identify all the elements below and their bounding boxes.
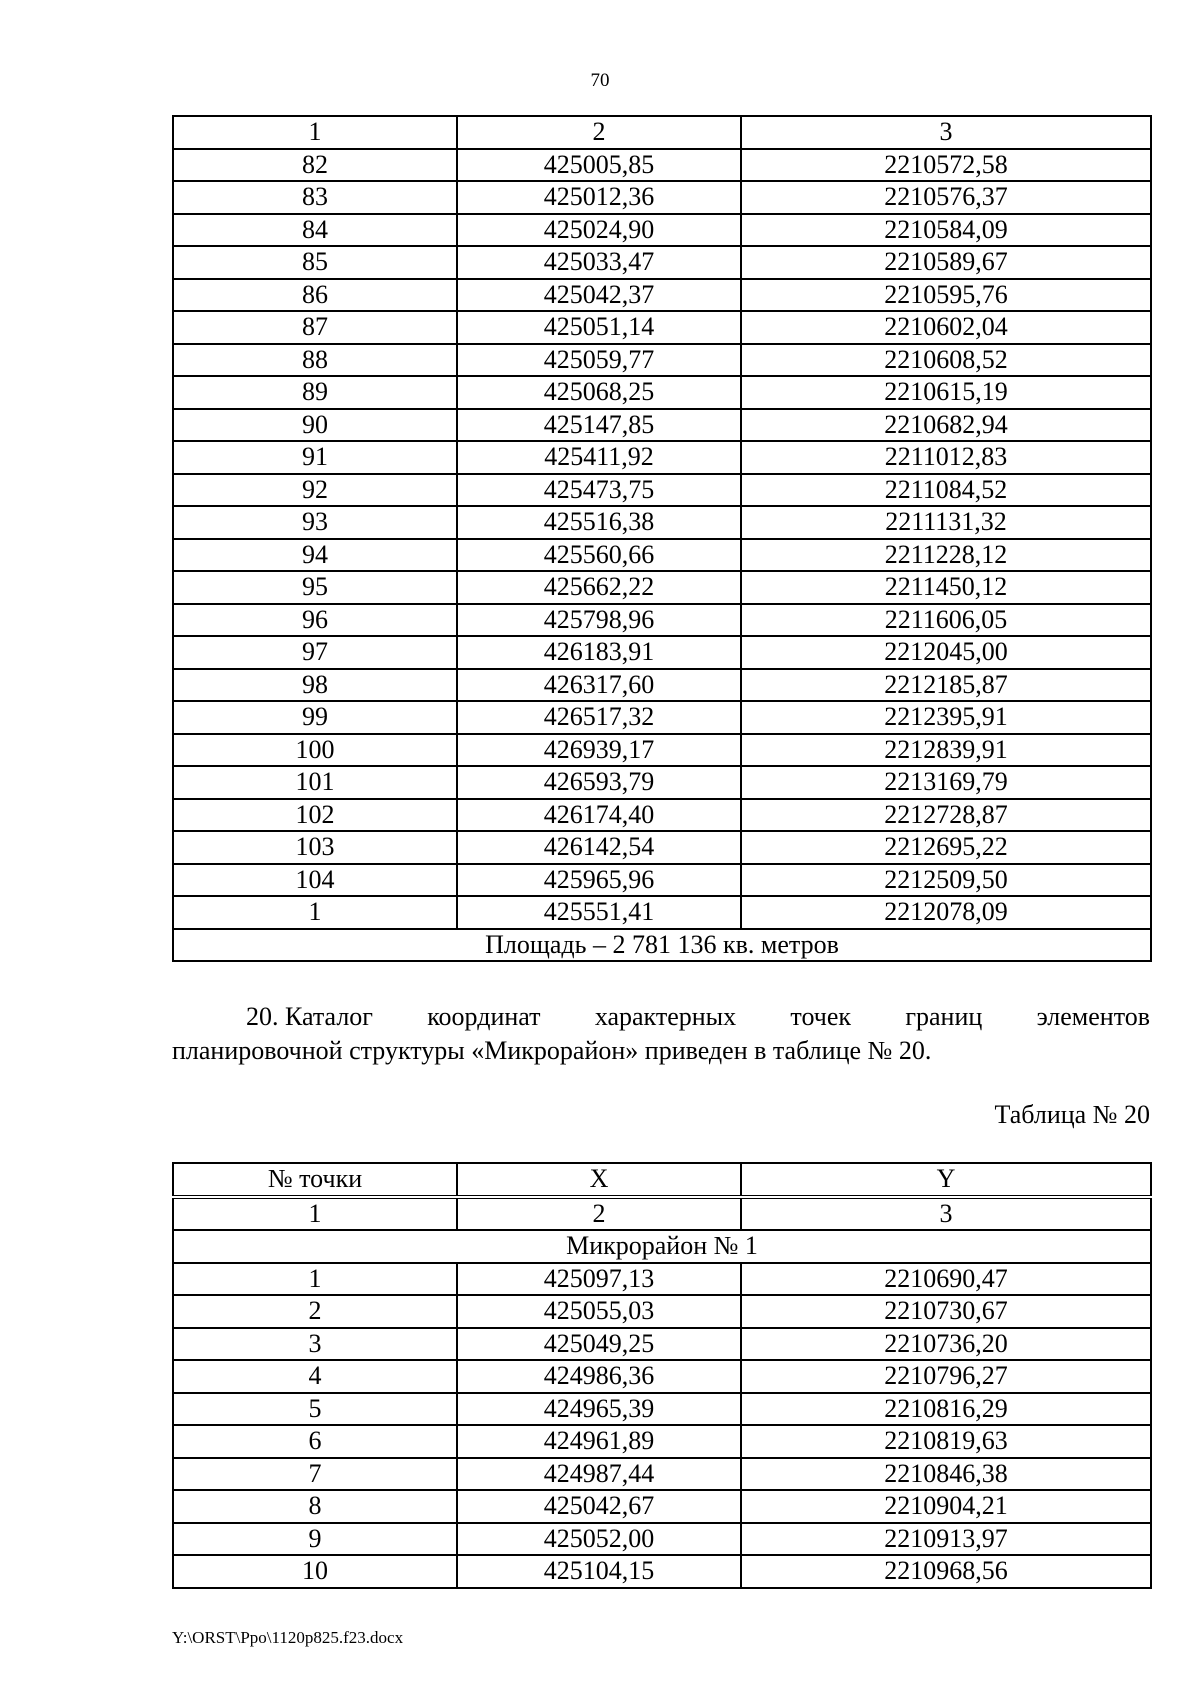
footer-file-path: Y:\ORST\Ppo\1120p825.f23.docx: [172, 1628, 404, 1647]
y-coordinate-cell: 2211084,52: [741, 474, 1151, 507]
point-number-cell: 97: [173, 636, 457, 669]
point-number-cell: 1: [173, 896, 457, 929]
x-coordinate-cell: 425042,67: [457, 1490, 741, 1523]
x-coordinate-cell: 426593,79: [457, 766, 741, 799]
point-number-cell: 4: [173, 1360, 457, 1393]
column-number-cell: 1: [173, 1197, 457, 1231]
table-row: [173, 376, 1151, 409]
table-row: [173, 311, 1151, 344]
point-number-cell: 102: [173, 799, 457, 832]
point-number-cell: 103: [173, 831, 457, 864]
column-number-cell: 3: [741, 1197, 1151, 1231]
point-number-cell: 96: [173, 604, 457, 637]
table-row: [173, 1328, 1151, 1361]
table-row: [173, 1555, 1151, 1588]
table-caption: Таблица № 20: [994, 1100, 1150, 1129]
x-coordinate-cell: 425024,90: [457, 214, 741, 247]
point-number-cell: 98: [173, 669, 457, 702]
table-row: [173, 1523, 1151, 1556]
paragraph-first-line: [172, 1000, 1150, 1034]
table-row: [173, 896, 1151, 929]
x-coordinate-cell: 425147,85: [457, 409, 741, 442]
y-coordinate-cell: 2213169,79: [741, 766, 1151, 799]
y-coordinate-cell: 2212728,87: [741, 799, 1151, 832]
table-row: [173, 441, 1151, 474]
x-coordinate-cell: 425104,15: [457, 1555, 741, 1588]
x-coordinate-cell: 425049,25: [457, 1328, 741, 1361]
y-coordinate-cell: 2210608,52: [741, 344, 1151, 377]
x-coordinate-cell: 425055,03: [457, 1295, 741, 1328]
catalog-paragraph: [172, 1000, 1150, 1068]
point-number-cell: 95: [173, 571, 457, 604]
y-coordinate-cell: 2210602,04: [741, 311, 1151, 344]
point-number-cell: 82: [173, 149, 457, 182]
x-coordinate-cell: 425551,41: [457, 896, 741, 929]
point-number-cell: 2: [173, 1295, 457, 1328]
table-row: [173, 1360, 1151, 1393]
table-row: [173, 506, 1151, 539]
point-number-cell: 91: [173, 441, 457, 474]
y-coordinate-cell: 2210615,19: [741, 376, 1151, 409]
y-coordinate-cell: 2212078,09: [741, 896, 1151, 929]
header-y: Y: [741, 1163, 1151, 1197]
y-coordinate-cell: 2210846,38: [741, 1458, 1151, 1491]
point-number-cell: 3: [173, 1328, 457, 1361]
table-row: [173, 1458, 1151, 1491]
table-row: [173, 669, 1151, 702]
point-number-cell: 83: [173, 181, 457, 214]
point-number-cell: 92: [173, 474, 457, 507]
y-coordinate-cell: 2210595,76: [741, 279, 1151, 312]
header-point-number: № точки: [173, 1163, 457, 1197]
table-row: [173, 1263, 1151, 1296]
point-number-cell: 86: [173, 279, 457, 312]
page-number: 70: [590, 70, 610, 91]
y-coordinate-cell: 2211606,05: [741, 604, 1151, 637]
table-row: [173, 604, 1151, 637]
point-number-cell: 88: [173, 344, 457, 377]
y-coordinate-cell: 2210572,58: [741, 149, 1151, 182]
point-number-cell: 94: [173, 539, 457, 572]
x-coordinate-cell: 424961,89: [457, 1425, 741, 1458]
x-coordinate-cell: 425798,96: [457, 604, 741, 637]
table-row: [173, 539, 1151, 572]
y-coordinate-cell: 2212185,87: [741, 669, 1151, 702]
table-row: [173, 799, 1151, 832]
y-coordinate-cell: 2212695,22: [741, 831, 1151, 864]
x-coordinate-cell: 426183,91: [457, 636, 741, 669]
y-coordinate-cell: 2210589,67: [741, 246, 1151, 279]
table-row: [173, 701, 1151, 734]
y-coordinate-cell: 2212395,91: [741, 701, 1151, 734]
y-coordinate-cell: 2210690,47: [741, 1263, 1151, 1296]
paragraph-word: точек: [790, 1002, 852, 1031]
table-row: [173, 636, 1151, 669]
point-number-cell: 90: [173, 409, 457, 442]
x-coordinate-cell: 425516,38: [457, 506, 741, 539]
y-coordinate-cell: 2212839,91: [741, 734, 1151, 767]
column-number-cell: 3: [741, 116, 1151, 149]
table-row: [173, 214, 1151, 247]
y-coordinate-cell: 2211450,12: [741, 571, 1151, 604]
table-row: [173, 409, 1151, 442]
y-coordinate-cell: 2210576,37: [741, 181, 1151, 214]
paragraph-word: 20. Каталог: [246, 1002, 373, 1031]
table-row: [173, 149, 1151, 182]
point-number-cell: 7: [173, 1458, 457, 1491]
x-coordinate-cell: 425051,14: [457, 311, 741, 344]
x-coordinate-cell: 426174,40: [457, 799, 741, 832]
x-coordinate-cell: 425042,37: [457, 279, 741, 312]
x-coordinate-cell: 425560,66: [457, 539, 741, 572]
table-row: [173, 571, 1151, 604]
section-title: Микрорайон № 1: [173, 1230, 1151, 1263]
point-number-cell: 101: [173, 766, 457, 799]
point-number-cell: 85: [173, 246, 457, 279]
y-coordinate-cell: 2210904,21: [741, 1490, 1151, 1523]
y-coordinate-cell: 2210913,97: [741, 1523, 1151, 1556]
y-coordinate-cell: 2210730,67: [741, 1295, 1151, 1328]
x-coordinate-cell: 426317,60: [457, 669, 741, 702]
microdistrict-table-body: [173, 1197, 1151, 1588]
paragraph-word: границ: [905, 1002, 983, 1031]
table-row: [173, 734, 1151, 767]
x-coordinate-cell: 425965,96: [457, 864, 741, 897]
table-row: [173, 279, 1151, 312]
x-coordinate-cell: 424965,39: [457, 1393, 741, 1426]
y-coordinate-cell: 2211131,32: [741, 506, 1151, 539]
section-title-row: [173, 1230, 1151, 1263]
column-number-cell: 2: [457, 1197, 741, 1231]
microdistrict-coordinates-table: [172, 1162, 1152, 1589]
point-number-cell: 9: [173, 1523, 457, 1556]
column-number-row: [173, 1197, 1151, 1231]
y-coordinate-cell: 2210796,27: [741, 1360, 1151, 1393]
point-number-cell: 99: [173, 701, 457, 734]
y-coordinate-cell: 2212509,50: [741, 864, 1151, 897]
x-coordinate-cell: 425005,85: [457, 149, 741, 182]
point-number-cell: 104: [173, 864, 457, 897]
table-row: [173, 766, 1151, 799]
coordinates-table-continued: [172, 115, 1152, 962]
x-coordinate-cell: 426517,32: [457, 701, 741, 734]
table-row: [173, 1490, 1151, 1523]
area-row: [173, 929, 1151, 962]
y-coordinate-cell: 2210968,56: [741, 1555, 1151, 1588]
x-coordinate-cell: 425411,92: [457, 441, 741, 474]
table-row: [173, 1425, 1151, 1458]
paragraph-word: элементов: [1036, 1002, 1150, 1031]
y-coordinate-cell: 2210682,94: [741, 409, 1151, 442]
table-header-row: [173, 1163, 1151, 1197]
table-row: [173, 1393, 1151, 1426]
point-number-cell: 87: [173, 311, 457, 344]
table-row: [173, 246, 1151, 279]
column-number-row: [173, 116, 1151, 149]
table-row: [173, 344, 1151, 377]
y-coordinate-cell: 2211228,12: [741, 539, 1151, 572]
y-coordinate-cell: 2210816,29: [741, 1393, 1151, 1426]
point-number-cell: 89: [173, 376, 457, 409]
x-coordinate-cell: 425068,25: [457, 376, 741, 409]
point-number-cell: 100: [173, 734, 457, 767]
column-number-cell: 2: [457, 116, 741, 149]
y-coordinate-cell: 2211012,83: [741, 441, 1151, 474]
x-coordinate-cell: 425012,36: [457, 181, 741, 214]
y-coordinate-cell: 2212045,00: [741, 636, 1151, 669]
x-coordinate-cell: 425097,13: [457, 1263, 741, 1296]
point-number-cell: 84: [173, 214, 457, 247]
point-number-cell: 10: [173, 1555, 457, 1588]
point-number-cell: 93: [173, 506, 457, 539]
x-coordinate-cell: 425662,22: [457, 571, 741, 604]
y-coordinate-cell: 2210819,63: [741, 1425, 1151, 1458]
x-coordinate-cell: 424987,44: [457, 1458, 741, 1491]
table-row: [173, 831, 1151, 864]
point-number-cell: 6: [173, 1425, 457, 1458]
x-coordinate-cell: 424986,36: [457, 1360, 741, 1393]
paragraph-word: координат: [427, 1002, 541, 1031]
x-coordinate-cell: 425059,77: [457, 344, 741, 377]
x-coordinate-cell: 425473,75: [457, 474, 741, 507]
x-coordinate-cell: 426939,17: [457, 734, 741, 767]
table-row: [173, 864, 1151, 897]
table-row: [173, 181, 1151, 214]
column-number-cell: 1: [173, 116, 457, 149]
coordinates-table-body: [173, 116, 1151, 929]
table-row: [173, 474, 1151, 507]
x-coordinate-cell: 425033,47: [457, 246, 741, 279]
point-number-cell: 5: [173, 1393, 457, 1426]
point-number-cell: 1: [173, 1263, 457, 1296]
y-coordinate-cell: 2210736,20: [741, 1328, 1151, 1361]
y-coordinate-cell: 2210584,09: [741, 214, 1151, 247]
header-x: X: [457, 1163, 741, 1197]
paragraph-second-line: планировочной структуры «Микрорайон» приведен в таблице № 20.: [172, 1036, 932, 1065]
x-coordinate-cell: 425052,00: [457, 1523, 741, 1556]
x-coordinate-cell: 426142,54: [457, 831, 741, 864]
point-number-cell: 8: [173, 1490, 457, 1523]
area-summary: Площадь – 2 781 136 кв. метров: [173, 929, 1151, 962]
table-row: [173, 1295, 1151, 1328]
paragraph-word: характерных: [594, 1002, 737, 1031]
